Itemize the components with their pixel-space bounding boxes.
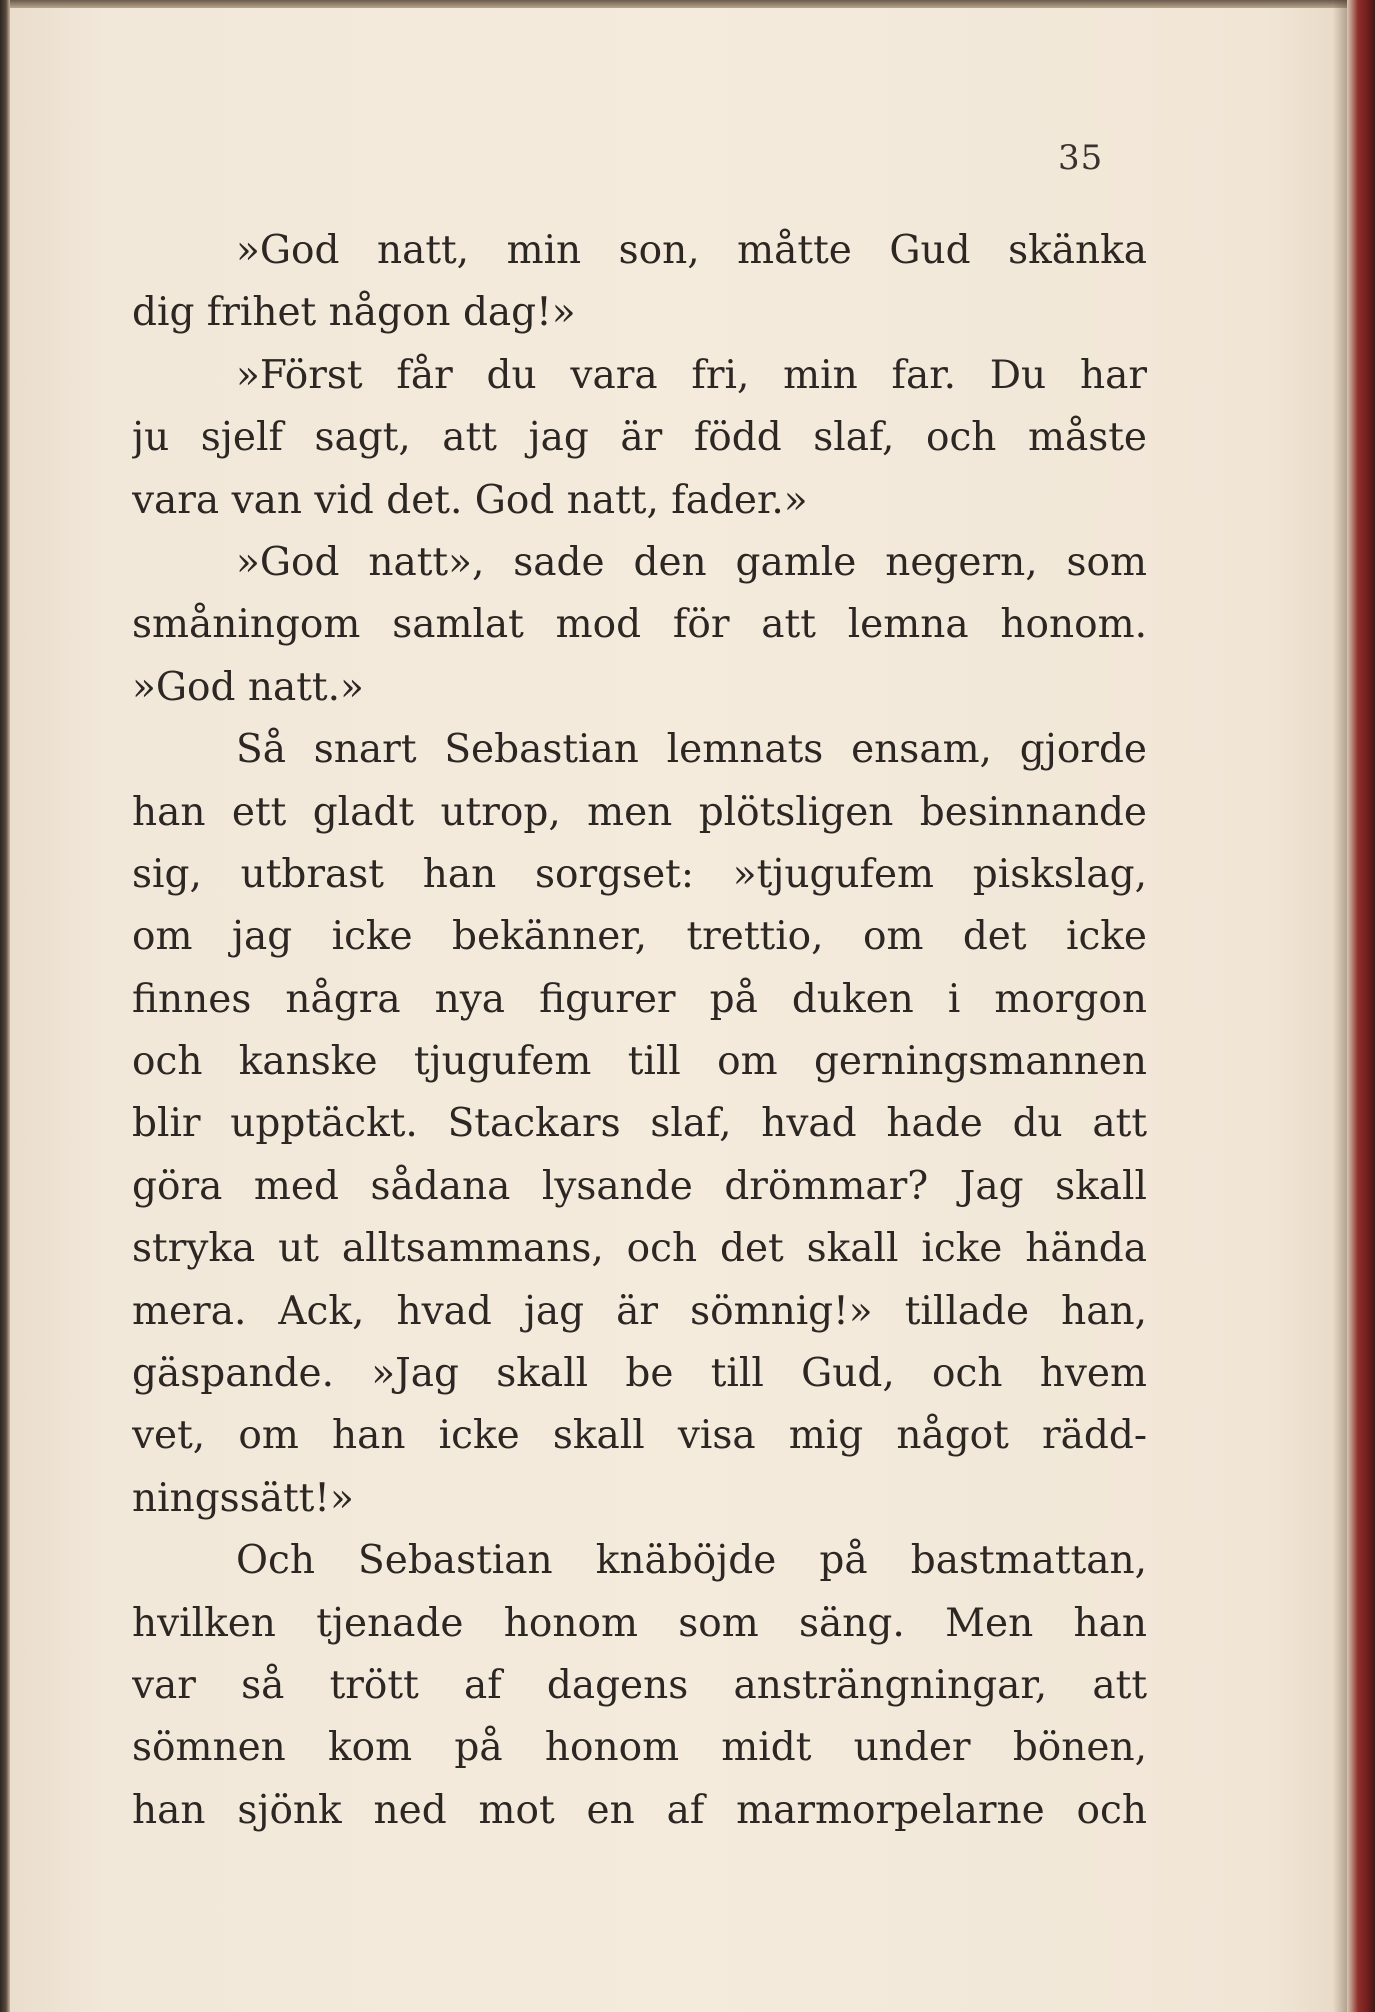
text-line: »God natt, min son, måtte Gud skänka xyxy=(236,228,1147,273)
text-line: ningssätt!» xyxy=(132,1475,354,1521)
text-line: han ett gladt utrop, men plötsligen besinnande xyxy=(132,789,1147,835)
text-line: gäspande. »Jag skall be till Gud, och hvem xyxy=(132,1351,1147,1397)
text-line: stryka ut alltsammans, och det skall icke hända xyxy=(132,1226,1147,1272)
text-line: var så trött af dagens ansträngningar, att xyxy=(132,1662,1147,1708)
page-right-shadow xyxy=(1333,0,1347,2012)
text-line: sig, utbrast han sorgset: »tjugufem piskslag, xyxy=(132,851,1147,897)
text-line: sömnen kom på honom midt under bönen, xyxy=(132,1725,1147,1771)
body-text xyxy=(132,220,1147,1842)
text-line: dig frihet någon dag!» xyxy=(132,290,576,336)
text-line: ju sjelf sagt, att jag är född slaf, och måste xyxy=(132,415,1147,461)
text-line: finnes några nya figurer på duken i morgon xyxy=(132,976,1147,1022)
text-line: mera. Ack, hvad jag är sömnig!» tillade han, xyxy=(132,1288,1147,1334)
text-line: vet, om han icke skall visa mig något rädd- xyxy=(132,1413,1147,1459)
text-line: han sjönk ned mot en af marmorpelarne och xyxy=(132,1787,1147,1833)
text-line: »Först får du vara fri, min far. Du har xyxy=(236,352,1147,398)
text-line: »God natt.» xyxy=(132,664,364,710)
text-line: småningom samlat mod för att lemna honom. xyxy=(132,602,1147,648)
page-number: 35 xyxy=(1058,138,1104,178)
text-line: Så snart Sebastian lemnats ensam, gjorde xyxy=(236,727,1147,773)
text-line: om jag icke bekänner, trettio, om det icke xyxy=(132,914,1147,960)
text-line: göra med sådana lysande drömmar? Jag skall xyxy=(132,1163,1147,1209)
text-line: blir upptäckt. Stackars slaf, hvad hade du att xyxy=(132,1101,1147,1147)
text-line: »God natt», sade den gamle negern, som xyxy=(236,539,1147,585)
book-spine-edge xyxy=(0,0,10,2012)
text-line: Och Sebastian knäböjde på bastmattan, xyxy=(236,1538,1147,1584)
page-top-edge xyxy=(0,0,1375,8)
text-line: hvilken tjenade honom som säng. Men han xyxy=(132,1600,1147,1646)
book-cover-edge xyxy=(1347,0,1375,2012)
text-line: och kanske tjugufem till om gerningsmannen xyxy=(132,1039,1147,1085)
text-line: vara van vid det. God natt, fader.» xyxy=(132,477,808,523)
